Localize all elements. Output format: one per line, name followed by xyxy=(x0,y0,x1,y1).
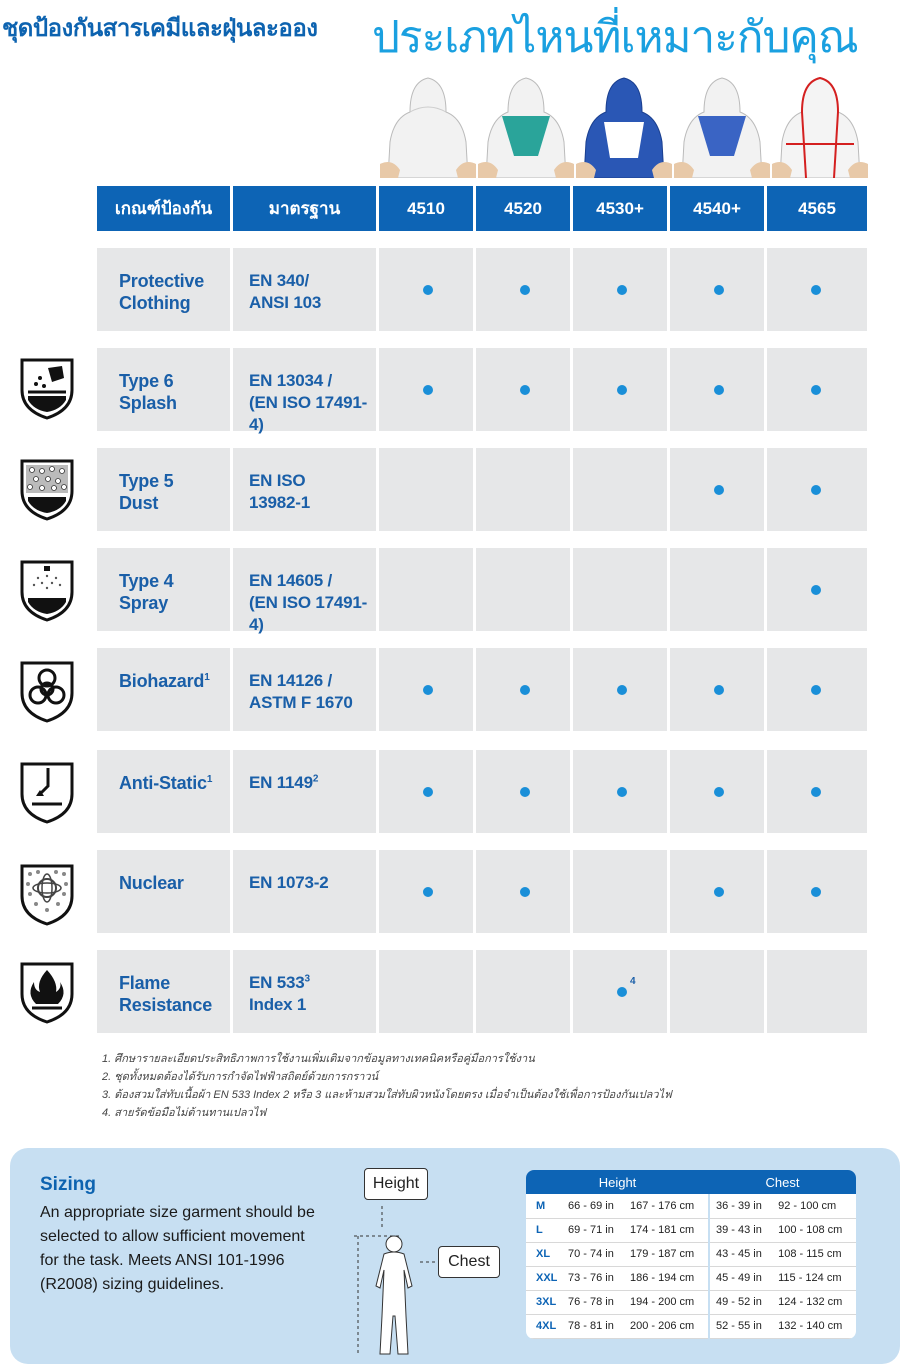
row-label-line1: Protective xyxy=(119,271,205,291)
table-row xyxy=(97,248,867,331)
compliance-dot xyxy=(423,787,433,797)
sizing-description: An appropriate size garment should be selected to allow sufficient movement for the task. Meets ANSI 101-1996 (R2008) sizing guidelines. xyxy=(40,1204,315,1293)
table-row xyxy=(97,448,867,531)
header-model-4510: 4510 xyxy=(379,186,473,231)
row-label-line1: Type 6 xyxy=(119,371,174,391)
sizing-cell-h-in: 73 - 76 in xyxy=(562,1266,624,1290)
row-standard-line1: EN 1149 xyxy=(249,773,313,792)
compliance-cell-4530+ xyxy=(573,548,667,631)
compliance-dot xyxy=(617,385,627,395)
header-standard: มาตรฐาน xyxy=(233,186,376,231)
compliance-cell-4520 xyxy=(476,950,570,1033)
row-label xyxy=(97,750,230,833)
row-standard xyxy=(233,448,376,531)
row-label-line2: Spray xyxy=(119,593,169,613)
sizing-cell-size: M xyxy=(526,1194,562,1218)
footnote-3: 3. ต้องสวมใส่ทับเนื้อผ้า EN 533 Index 2 หรือ 3 และห้ามสวมใส่ทับผิวหนังโดยตรง เมื่อจำเป็นต้องใช้เพื่อการป้องกันเปลวไฟ xyxy=(102,1089,672,1101)
row-label xyxy=(97,850,230,933)
compliance-cell-4530+ xyxy=(573,348,667,431)
table-row xyxy=(97,950,867,1033)
sizing-cell-c-in: 49 - 52 in xyxy=(709,1290,772,1314)
table-row xyxy=(97,850,867,933)
table-row xyxy=(97,348,867,434)
sizing-row xyxy=(526,1242,856,1266)
footnote-2: 2. ชุดทั้งหมดต้องได้รับการกำจัดไฟฟ้าสถิตย์ด้วยการกราวน์ xyxy=(102,1071,379,1083)
compliance-dot xyxy=(714,385,724,395)
sizing-cell-c-cm: 124 - 132 cm xyxy=(772,1290,856,1314)
page-title-right: ประเภทไหนที่เหมาะกับคุณ xyxy=(372,13,858,62)
row-label-line1: Nuclear xyxy=(119,873,184,893)
sizing-cell-h-in: 76 - 78 in xyxy=(562,1290,624,1314)
row-label xyxy=(97,248,230,331)
coverall-4530-image xyxy=(576,72,672,178)
sizing-row xyxy=(526,1266,856,1290)
compliance-dot xyxy=(423,385,433,395)
compliance-cell-4565 xyxy=(767,548,867,631)
compliance-dot xyxy=(520,385,530,395)
nuclear-shield-icon xyxy=(18,862,76,926)
compliance-dot xyxy=(520,887,530,897)
row-label xyxy=(97,950,230,1033)
row-standard xyxy=(233,750,376,833)
body-measurement-figure xyxy=(350,1166,510,1356)
sizing-row xyxy=(526,1218,856,1242)
compliance-cell-4510 xyxy=(379,850,473,933)
compliance-cell-4565 xyxy=(767,750,867,833)
compliance-cell-4540+ xyxy=(670,750,764,833)
compliance-dot xyxy=(423,887,433,897)
row-standard-line1: EN 533 xyxy=(249,973,305,992)
compliance-dot xyxy=(617,787,627,797)
compliance-dot xyxy=(520,285,530,295)
sizing-cell-h-in: 66 - 69 in xyxy=(562,1194,624,1218)
spray-shield-icon xyxy=(18,558,76,622)
row-label-line2: Splash xyxy=(119,393,177,413)
compliance-cell-4520 xyxy=(476,448,570,531)
compliance-dot xyxy=(714,485,724,495)
compliance-dot xyxy=(811,887,821,897)
sizing-cell-h-cm: 194 - 200 cm xyxy=(624,1290,709,1314)
footnotes xyxy=(102,1050,672,1122)
sizing-cell-h-in: 69 - 71 in xyxy=(562,1218,624,1242)
row-label-line1: Type 4 xyxy=(119,571,174,591)
compliance-dot xyxy=(714,285,724,295)
compliance-cell-4510 xyxy=(379,750,473,833)
row-label-footnote-ref: 1 xyxy=(204,672,210,683)
row-label-line2: Dust xyxy=(119,493,159,513)
compliance-dot xyxy=(423,285,433,295)
sizing-cell-c-in: 43 - 45 in xyxy=(709,1242,772,1266)
compliance-cell-4520 xyxy=(476,548,570,631)
compliance-dot xyxy=(811,485,821,495)
coverall-4510-image xyxy=(380,72,476,178)
splash-shield-icon xyxy=(18,356,76,420)
compliance-dot xyxy=(617,987,627,997)
row-standard-line2: Index 1 xyxy=(249,995,307,1014)
compliance-cell-4530+ xyxy=(573,648,667,731)
table-row xyxy=(97,548,867,634)
row-standard xyxy=(233,648,376,731)
compliance-cell-4530+ xyxy=(573,950,667,1033)
compliance-cell-4540+ xyxy=(670,348,764,431)
header xyxy=(0,0,900,70)
coverall-4565-image xyxy=(772,72,868,178)
compliance-cell-4540+ xyxy=(670,548,764,631)
compliance-cell-4540+ xyxy=(670,648,764,731)
compliance-dot xyxy=(811,585,821,595)
compliance-dot xyxy=(811,787,821,797)
coverall-images xyxy=(380,72,868,178)
sizing-row xyxy=(526,1194,856,1218)
sizing-cell-h-in: 70 - 74 in xyxy=(562,1242,624,1266)
header-model-4530: 4530+ xyxy=(573,186,667,231)
compliance-cell-4530+ xyxy=(573,248,667,331)
sizing-cell-size: 4XL xyxy=(526,1314,562,1338)
sizing-table xyxy=(526,1170,856,1339)
antistatic-shield-icon xyxy=(18,760,76,824)
sizing-cell-size: XXL xyxy=(526,1266,562,1290)
compliance-cell-4565 xyxy=(767,950,867,1033)
row-standard-line2: ANSI 103 xyxy=(249,293,322,312)
table-row xyxy=(97,750,867,833)
row-standard xyxy=(233,850,376,933)
row-standard-line2: ASTM F 1670 xyxy=(249,693,353,712)
row-standard xyxy=(233,548,376,634)
compliance-cell-4520 xyxy=(476,648,570,731)
height-tag: Height xyxy=(364,1168,428,1200)
sizing-cell-h-in: 78 - 81 in xyxy=(562,1314,624,1338)
compliance-cell-4565 xyxy=(767,248,867,331)
sizing-cell-size: XL xyxy=(526,1242,562,1266)
compliance-footnote-ref: 4 xyxy=(630,976,636,987)
compliance-cell-4540+ xyxy=(670,950,764,1033)
sizing-panel xyxy=(10,1148,900,1364)
header-model-4540: 4540+ xyxy=(670,186,764,231)
compliance-dot xyxy=(811,285,821,295)
sizing-cell-c-cm: 115 - 124 cm xyxy=(772,1266,856,1290)
sizing-row xyxy=(526,1314,856,1338)
compliance-dot xyxy=(714,887,724,897)
compliance-cell-4540+ xyxy=(670,448,764,531)
header-model-4565: 4565 xyxy=(767,186,867,231)
compliance-cell-4510 xyxy=(379,248,473,331)
compliance-cell-4540+ xyxy=(670,850,764,933)
row-label-line2: Clothing xyxy=(119,293,191,313)
compliance-dot xyxy=(811,685,821,695)
sizing-header-chest: Chest xyxy=(709,1170,856,1194)
sizing-cell-c-in: 52 - 55 in xyxy=(709,1314,772,1338)
sizing-cell-size: L xyxy=(526,1218,562,1242)
row-standard-line1: EN 14605 / xyxy=(249,571,333,590)
compliance-cell-4530+ xyxy=(573,850,667,933)
row-standard xyxy=(233,950,376,1033)
sizing-cell-c-in: 36 - 39 in xyxy=(709,1194,772,1218)
footnote-1: 1. ศึกษารายละเอียดประสิทธิภาพการใช้งานเพิ่มเติมจากข้อมูลทางเทคนิคหรือคู่มือการใช้งาน xyxy=(102,1053,535,1065)
compliance-dot xyxy=(714,685,724,695)
row-label-footnote-ref: 1 xyxy=(206,774,213,785)
compliance-cell-4510 xyxy=(379,448,473,531)
row-label-line1: Flame xyxy=(119,973,171,993)
table-row xyxy=(97,648,867,731)
compliance-cell-4540+ xyxy=(670,248,764,331)
compliance-cell-4520 xyxy=(476,348,570,431)
compliance-cell-4565 xyxy=(767,648,867,731)
dust-shield-icon xyxy=(18,457,76,521)
sizing-cell-c-cm: 100 - 108 cm xyxy=(772,1218,856,1242)
footnote-4: 4. สายรัดข้อมือไม่ต้านทานเปลวไฟ xyxy=(102,1107,267,1119)
sizing-cell-c-in: 45 - 49 in xyxy=(709,1266,772,1290)
row-standard-line2: (EN ISO 17491-4) xyxy=(249,593,368,634)
page-title-left: ชุดป้องกันสารเคมีและฝุ่นละออง xyxy=(2,15,318,42)
row-label xyxy=(97,448,230,531)
row-standard-line1: EN 1073-2 xyxy=(249,873,329,892)
compliance-cell-4565 xyxy=(767,448,867,531)
row-label-line1: Type 5 xyxy=(119,471,174,491)
compliance-cell-4520 xyxy=(476,750,570,833)
row-label xyxy=(97,548,230,631)
row-label-line2: Resistance xyxy=(119,995,213,1015)
sizing-cell-c-cm: 92 - 100 cm xyxy=(772,1194,856,1218)
row-standard-line1: EN 14126 / xyxy=(249,671,333,690)
compliance-cell-4510 xyxy=(379,950,473,1033)
compliance-cell-4530+ xyxy=(573,448,667,531)
compliance-dot xyxy=(811,385,821,395)
sizing-title: Sizing xyxy=(40,1174,96,1195)
sizing-cell-h-cm: 186 - 194 cm xyxy=(624,1266,709,1290)
compliance-cell-4520 xyxy=(476,850,570,933)
sizing-cell-h-cm: 167 - 176 cm xyxy=(624,1194,709,1218)
compliance-cell-4510 xyxy=(379,348,473,431)
coverall-4540-image xyxy=(674,72,770,178)
sizing-cell-h-cm: 174 - 181 cm xyxy=(624,1218,709,1242)
sizing-cell-h-cm: 200 - 206 cm xyxy=(624,1314,709,1338)
row-standard xyxy=(233,348,376,434)
sizing-cell-h-cm: 179 - 187 cm xyxy=(624,1242,709,1266)
row-standard-line1: EN 13034 / xyxy=(249,371,333,390)
row-label xyxy=(97,648,230,731)
compliance-cell-4520 xyxy=(476,248,570,331)
row-standard xyxy=(233,248,376,331)
sizing-header-height: Height xyxy=(526,1170,709,1194)
row-standard-line2: 13982-1 xyxy=(249,493,310,512)
row-standard-line1: EN ISO xyxy=(249,471,306,490)
compliance-dot xyxy=(520,787,530,797)
row-label-line1: Biohazard xyxy=(119,671,205,691)
row-standard-line1: EN 340/ xyxy=(249,271,310,290)
biohazard-shield-icon xyxy=(18,659,76,723)
coverall-4520-image xyxy=(478,72,574,178)
sizing-cell-c-cm: 108 - 115 cm xyxy=(772,1242,856,1266)
compliance-cell-4530+ xyxy=(573,750,667,833)
row-standard-footnote-ref: 3 xyxy=(304,973,310,985)
row-label-line1: Anti-Static xyxy=(119,773,207,793)
compliance-dot xyxy=(520,685,530,695)
sizing-cell-c-in: 39 - 43 in xyxy=(709,1218,772,1242)
sizing-cell-c-cm: 132 - 140 cm xyxy=(772,1314,856,1338)
sizing-cell-size: 3XL xyxy=(526,1290,562,1314)
compliance-cell-4510 xyxy=(379,648,473,731)
chest-tag: Chest xyxy=(438,1246,500,1278)
compliance-dot xyxy=(617,285,627,295)
header-criteria: เกณฑ์ป้องกัน xyxy=(97,186,230,231)
flame-shield-icon xyxy=(18,960,76,1024)
compliance-cell-4565 xyxy=(767,850,867,933)
compliance-cell-4510 xyxy=(379,548,473,631)
header-model-4520: 4520 xyxy=(476,186,570,231)
row-standard-line2: (EN ISO 17491-4) xyxy=(249,393,368,434)
row-label xyxy=(97,348,230,431)
sizing-row xyxy=(526,1290,856,1314)
compliance-dot xyxy=(714,787,724,797)
compliance-dot xyxy=(617,685,627,695)
row-standard-footnote-ref: 2 xyxy=(312,773,319,785)
compliance-cell-4565 xyxy=(767,348,867,431)
compliance-dot xyxy=(423,685,433,695)
